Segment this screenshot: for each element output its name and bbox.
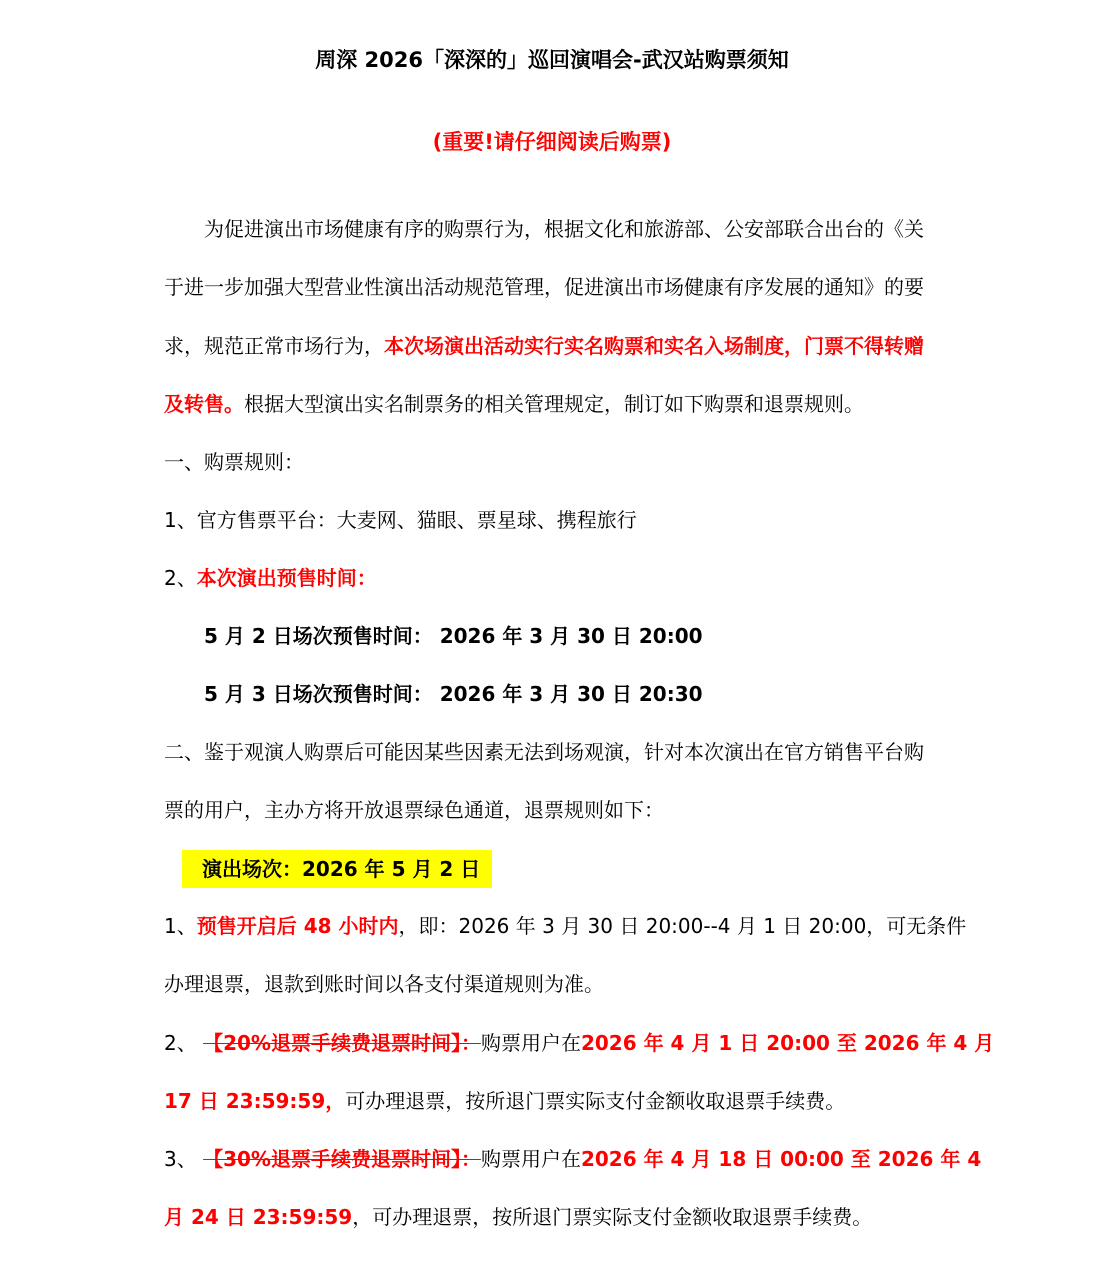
rule-3-text: ，可办理退票，按所退门票实际支付金额收取退票手续费。 [352,1205,873,1229]
rule-2-tag: 【20%退票手续费退票时间】： [203,1031,481,1055]
rule-number: 2、 [164,1031,197,1055]
rule-number: 3、 [164,1147,197,1171]
rule-3-period: 2026 年 4 月 18 日 00:00 至 2026 年 4 [580,1147,982,1171]
intro-line-4 [164,389,864,419]
section-2-line-2: 票的用户，主办方将开放退票绿色通道，退票规则如下： [164,798,664,822]
presale-session: 5 月 2 日场次预售时间： [204,624,433,648]
intro-rules-text: 根据大型演出实名制票务的相关管理规定，制订如下购票和退票规则。 [244,392,864,416]
intro-normal-text: 求，规范正常市场行为， [164,334,384,358]
session-label: 演出场次：2026 年 5 月 2 日 [182,850,492,888]
refund-rule-1 [164,911,966,941]
refund-rule-3-line-2 [164,1202,872,1232]
rule-2-period: 2026 年 4 月 1 日 20:00 至 2026 年 4 月 [580,1031,995,1055]
presale-row [204,621,703,651]
session-date-highlight [184,850,492,888]
no-transfer-text: 及转售。 [164,392,244,416]
rule-1-text: ，即：2026 年 3 月 30 日 20:00--4 月 1 日 20:00，可无条件 [398,914,967,938]
section-2-line-1: 二、鉴于观演人购票后可能因某些因素无法到场观演，针对本次演出在官方销售平台购 [164,740,924,764]
refund-rule-1-line-2: 办理退票，退款到账时间以各支付渠道规则为准。 [164,972,604,996]
rule-2-text: 可办理退票，按所退门票实际支付金额收取退票手续费。 [345,1089,846,1113]
official-platforms: 1、官方售票平台：大麦网、猫眼、票星球、携程旅行 [164,508,637,532]
intro-line-3 [164,331,924,361]
rule-3-tag: 【30%退票手续费退票时间】： [203,1147,481,1171]
presale-session: 5 月 3 日场次预售时间： [204,682,433,706]
rule-3-intro: 购票用户在 [480,1147,581,1171]
presale-time: 2026 年 3 月 30 日 20:30 [439,682,703,706]
refund-rule-3 [164,1144,981,1174]
item-number: 2、 [164,566,197,590]
important-notice: (重要!请仔细阅读后购票) [432,130,672,154]
intro-line-1: 为促进演出市场健康有序的购票行为，根据文化和旅游部、公安部联合出台的《关 [204,217,924,241]
rule-2-period-end: 17 日 23:59:59， [164,1089,346,1113]
intro-line-2: 于进一步加强大型营业性演出活动规范管理，促进演出市场健康有序发展的通知》的要 [164,275,924,299]
presale-time-heading [164,563,377,593]
presale-label: 本次演出预售时间： [196,566,377,590]
rule-number: 1、 [164,914,197,938]
section-1-heading: 一、购票规则： [164,450,304,474]
refund-rule-2 [164,1028,994,1058]
rule-2-intro: 购票用户在 [480,1031,581,1055]
rule-1-highlight: 预售开启后 48 小时内 [196,914,399,938]
presale-time: 2026 年 3 月 30 日 20:00 [439,624,703,648]
refund-rule-2-line-2 [164,1086,845,1116]
real-name-policy-text: 本次场演出活动实行实名购票和实名入场制度，门票不得转赠 [384,334,924,358]
document-title: 周深 2026「深深的」巡回演唱会-武汉站购票须知 [315,48,789,72]
rule-3-period-end: 月 24 日 23:59:59 [164,1205,353,1229]
presale-row [204,679,703,709]
